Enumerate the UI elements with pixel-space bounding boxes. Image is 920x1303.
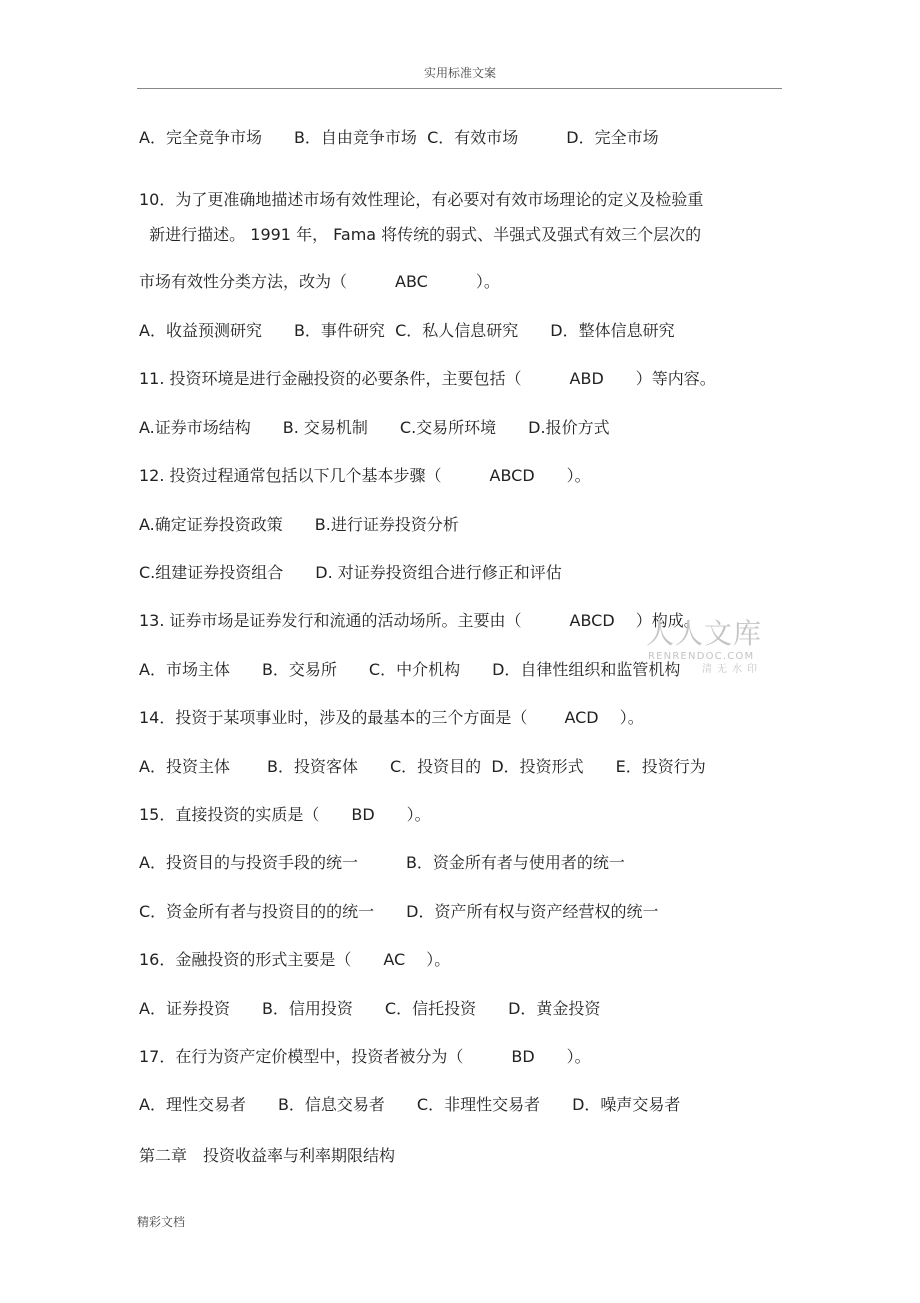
question-12: 12. 投资过程通常包括以下几个基本步骤（ ABCD ）。	[139, 466, 591, 485]
option-line-q15-1: A．投资目的与投资手段的统一 B．资金所有者与使用者的统一	[139, 853, 625, 872]
watermark-title: 人人文库	[646, 617, 763, 650]
question-11: 11. 投资环境是进行金融投资的必要条件，主要包括（ ABD ）等内容。	[139, 369, 716, 388]
chapter-heading: 第二章 投资收益率与利率期限结构	[139, 1146, 396, 1165]
option-line-q10: A．收益预测研究 B．事件研究 C．私人信息研究 D．整体信息研究	[139, 321, 675, 340]
option-line-q12-2: C.组建证券投资组合 D. 对证券投资组合进行修正和评估	[139, 563, 562, 582]
question-10-line-3: 市场有效性分类方法，改为（ ABC ）。	[139, 272, 500, 291]
question-13: 13. 证券市场是证券发行和流通的活动场所。主要由（ ABCD ）构成。	[139, 611, 700, 630]
question-10-line-1: 10．为了更准确地描述市场有效性理论，有必要对有效市场理论的定义及检验重	[139, 190, 704, 209]
page-header-title: 实用标准文案	[423, 66, 496, 80]
option-line-q11: A.证券市场结构 B. 交易机制 C.交易所环境 D.报价方式	[139, 418, 610, 437]
question-15: 15．直接投资的实质是（ BD ）。	[139, 805, 431, 824]
question-10-line-2: 新进行描述。 1991 年， Fama 将传统的弱式、半强式及强式有效三个层次的	[139, 225, 702, 244]
option-line-q16: A．证券投资 B．信用投资 C．信托投资 D．黄金投资	[139, 999, 601, 1018]
question-16: 16．金融投资的形式主要是（ AC ）。	[139, 950, 451, 969]
watermark-subtitle: 清无水印	[702, 664, 762, 675]
option-line-q14: A．投资主体 B．投资客体 C．投资目的 D．投资形式 E．投资行为	[139, 757, 706, 776]
header-divider	[137, 88, 782, 89]
option-line-q17: A．理性交易者 B．信息交易者 C．非理性交易者 D．噪声交易者	[139, 1095, 681, 1114]
question-17: 17．在行为资产定价模型中，投资者被分为（ BD ）。	[139, 1047, 591, 1066]
option-line-q15-2: C．资金所有者与投资目的的统一 D．资产所有权与资产经营权的统一	[139, 902, 659, 921]
option-line-q12-1: A.确定证券投资政策 B.进行证券投资分析	[139, 515, 459, 534]
option-line-q13: A．市场主体 B．交易所 C．中介机构 D．自律性组织和监管机构	[139, 660, 681, 679]
option-line-q9: A．完全竞争市场 B．自由竞争市场 C．有效市场 D．完全市场	[139, 128, 659, 147]
page-footer: 精彩文档	[137, 1215, 186, 1229]
watermark-domain: RENRENDOC.COM	[648, 651, 755, 662]
question-14: 14．投资于某项事业时，涉及的最基本的三个方面是（ ACD ）。	[139, 708, 644, 727]
